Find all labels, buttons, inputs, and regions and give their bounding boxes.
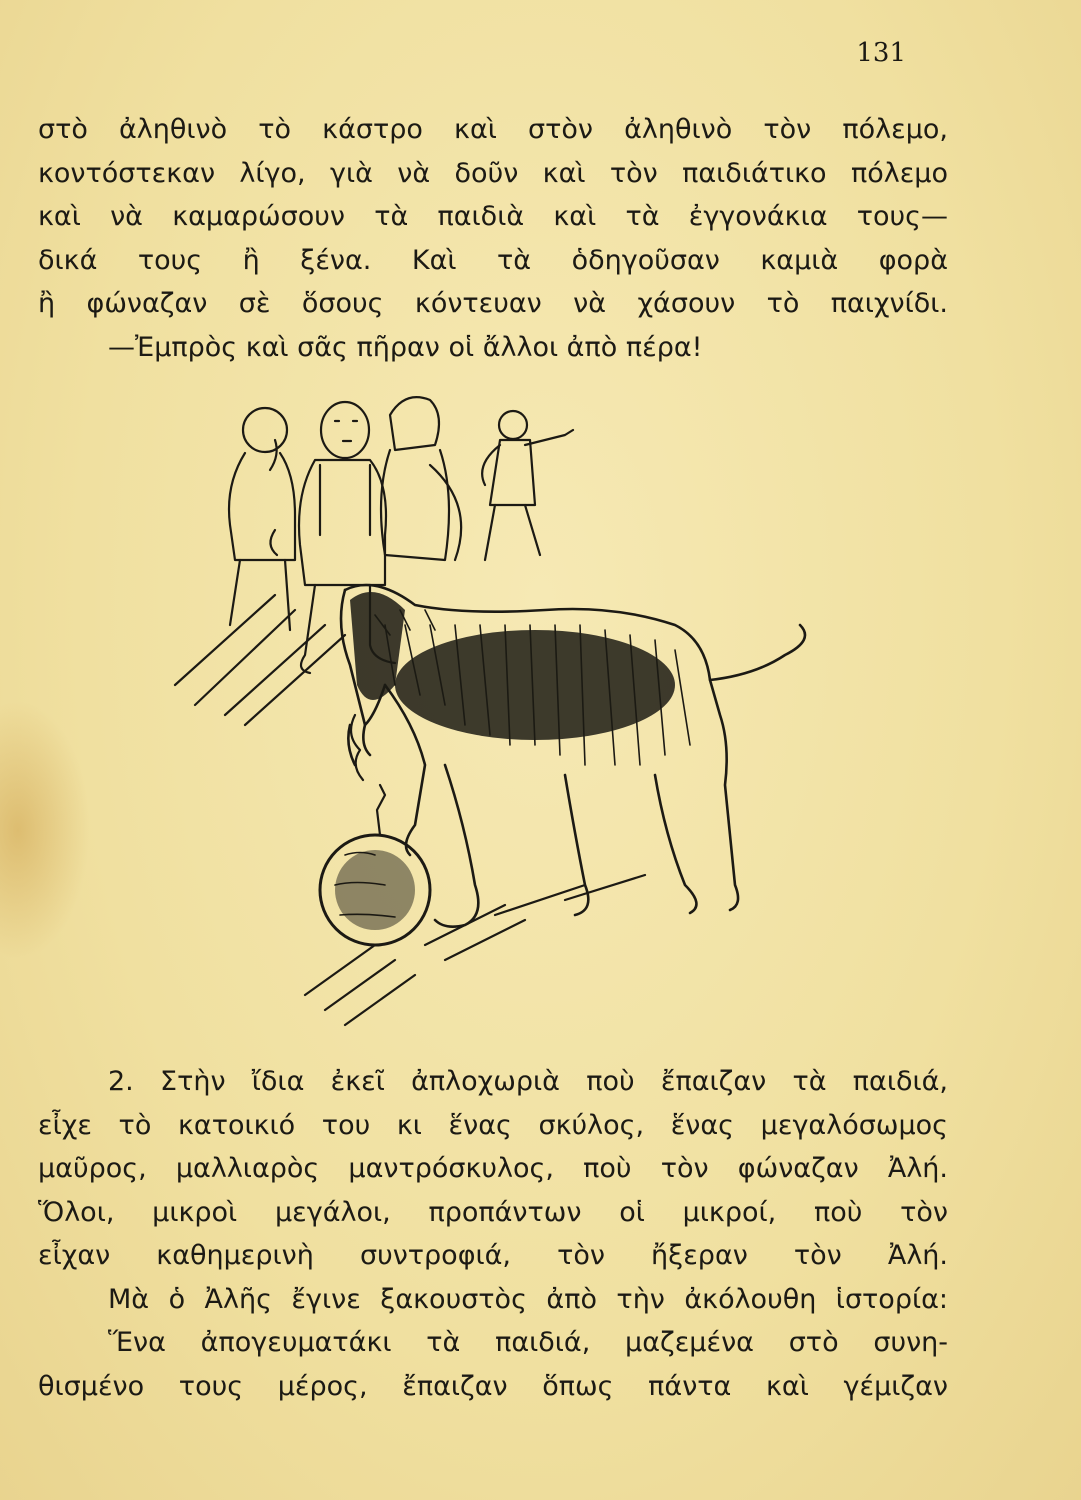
text-line: εἶχε τὸ κατοικιό του κι ἕνας σκύλος, ἕνας μεγαλόσωμος [38, 1109, 948, 1141]
text-line: —Ἐμπρὸς καὶ σᾶς πῆραν οἱ ἄλλοι ἀπὸ πέρα! [108, 331, 703, 363]
page-number: 131 [856, 38, 906, 68]
text-line: στὸ ἀληθινὸ τὸ κάστρο καὶ στὸν ἀληθινὸ τὸν πόλεμο, [38, 114, 948, 145]
text-line: κοντόστεκαν λίγο, γιὰ νὰ δοῦν καὶ τὸν παιδιάτικο πόλεμο [38, 157, 948, 189]
top-paragraph [38, 108, 948, 369]
child-figure [381, 397, 461, 560]
paper-stain [0, 700, 90, 960]
text-line: Ἕνα ἀπογευματάκι τὰ παιδιά, μαζεμένα στὸ συνη- [108, 1327, 948, 1358]
bottom-paragraph [38, 1060, 948, 1408]
text-line: ἢ φώναζαν σὲ ὅσους κόντευαν νὰ χάσουν τὸ παιχνίδι. [38, 288, 948, 319]
child-figure [229, 408, 295, 630]
text-line: καὶ νὰ καμαρώσουν τὰ παιδιὰ καὶ τὰ ἐγγονάκια τους— [38, 201, 948, 232]
text-line: εἶχαν καθημερινὴ συντροφιά, τὸν ἤξεραν τὸν Ἀλή. [38, 1240, 948, 1271]
text-line: μαῦρος, μαλλιαρὸς μαντρόσκυλος, ποὺ τὸν φώναζαν Ἀλή. [38, 1153, 948, 1184]
text-line: Μὰ ὁ Ἀλῆς ἔγινε ξακουστὸς ἀπὸ τὴν ἀκόλουθη ἱστορία: [108, 1283, 948, 1315]
text-line: θισμένο τους μέρος, ἔπαιζαν ὅπως πάντα καὶ γέμιζαν [38, 1370, 948, 1402]
child-figure [482, 411, 573, 560]
text-line: δικά τους ἢ ξένα. Καὶ τὰ ὁδηγοῦσαν καμιὰ φορὰ [38, 244, 948, 276]
text-line: Ὅλοι, μικροὶ μεγάλοι, προπάντων οἱ μικροί, ποὺ τὸν [38, 1196, 948, 1228]
text-line: 2. Στὴν ἴδια ἐκεῖ ἀπλοχωριὰ ποὺ ἔπαιζαν τὰ παιδιά, [108, 1066, 948, 1097]
dog-and-children-illustration [145, 385, 835, 1045]
